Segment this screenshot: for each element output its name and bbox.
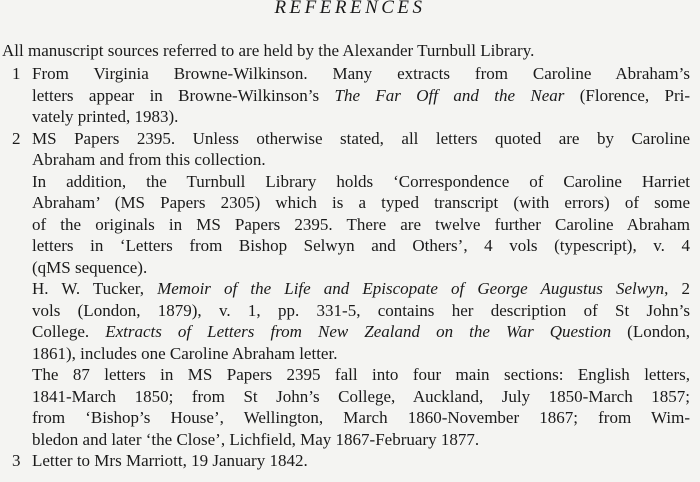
note-paragraph [32, 364, 690, 450]
italic-title: The Far Off and the Near [334, 85, 565, 105]
reference-note [0, 63, 690, 128]
note-line: In addition, the Turnbull Library holds ‘Correspondence of Caroline Harriet [32, 171, 690, 191]
note-line: Abraham and from this collection. [32, 150, 266, 169]
italic-title: Extracts of Letters from New Zealand on the War Question [105, 322, 612, 341]
page-heading: REFERENCES [274, 0, 426, 18]
note-line: H. W. Tucker, Memoir of the Life and Episcopate of George Augustus Selwyn, 2 [32, 279, 690, 298]
note-line: 1861), includes one Caroline Abraham letter. [32, 343, 338, 363]
note-paragraph [32, 450, 690, 472]
note-line: vols (London, 1879), v. 1, pp. 331-5, contains her description of St John’s [32, 300, 690, 320]
note-number: 2 [12, 128, 21, 148]
italic-title: Memoir of the Life and Episcopate of George Augustus Selwyn [157, 279, 665, 298]
reference-note [0, 128, 690, 451]
note-line: from ‘Bishop’s House’, Wellington, March 1860-November 1867; from Wim- [32, 408, 690, 427]
note-line: vately printed, 1983). [32, 107, 179, 126]
note-line: The 87 letters in MS Papers 2395 fall into four main sections: English letters, [32, 365, 690, 384]
note-line: College. Extracts of Letters from New Zealand on the War Question (London, [32, 322, 690, 341]
note-line: letters in ‘Letters from Bishop Selwyn and Others’, 4 vols (typescript), v. 4 [32, 236, 690, 255]
note-paragraph [32, 278, 690, 364]
note-line: Abraham’ (MS Papers 2305) which is a typed transcript (with errors) of some [32, 193, 690, 212]
note-number: 3 [12, 451, 21, 470]
reference-note [0, 450, 690, 472]
note-paragraph [32, 171, 690, 279]
note-line: letters appear in Browne-Wilkinson’s The Far Off and the Near (Florence, Pri- [32, 85, 691, 105]
note-number: 1 [12, 64, 21, 83]
note-paragraph [32, 128, 690, 171]
note-line: 1841-March 1850; from St John’s College, Auckland, July 1850-March 1857; [32, 386, 690, 406]
intro-text: All manuscript sources referred to are held by the Alexander Turnbull Library. [2, 41, 535, 60]
note-paragraph [32, 63, 690, 128]
note-line: MS Papers 2395. Unless otherwise stated, all letters quoted are by Caroline [32, 128, 690, 148]
note-line: Letter to Mrs Marriott, 19 January 1842. [32, 451, 308, 470]
note-line: From Virginia Browne-Wilkinson. Many extracts from Caroline Abraham’s [32, 64, 690, 83]
notes-list [0, 63, 690, 472]
note-line: bledon and later ‘the Close’, Lichfield, May 1867-February 1877. [32, 429, 480, 449]
note-line: (qMS sequence). [32, 257, 148, 277]
note-line: of the originals in MS Papers 2395. There are twelve further Caroline Abraham [32, 214, 690, 234]
